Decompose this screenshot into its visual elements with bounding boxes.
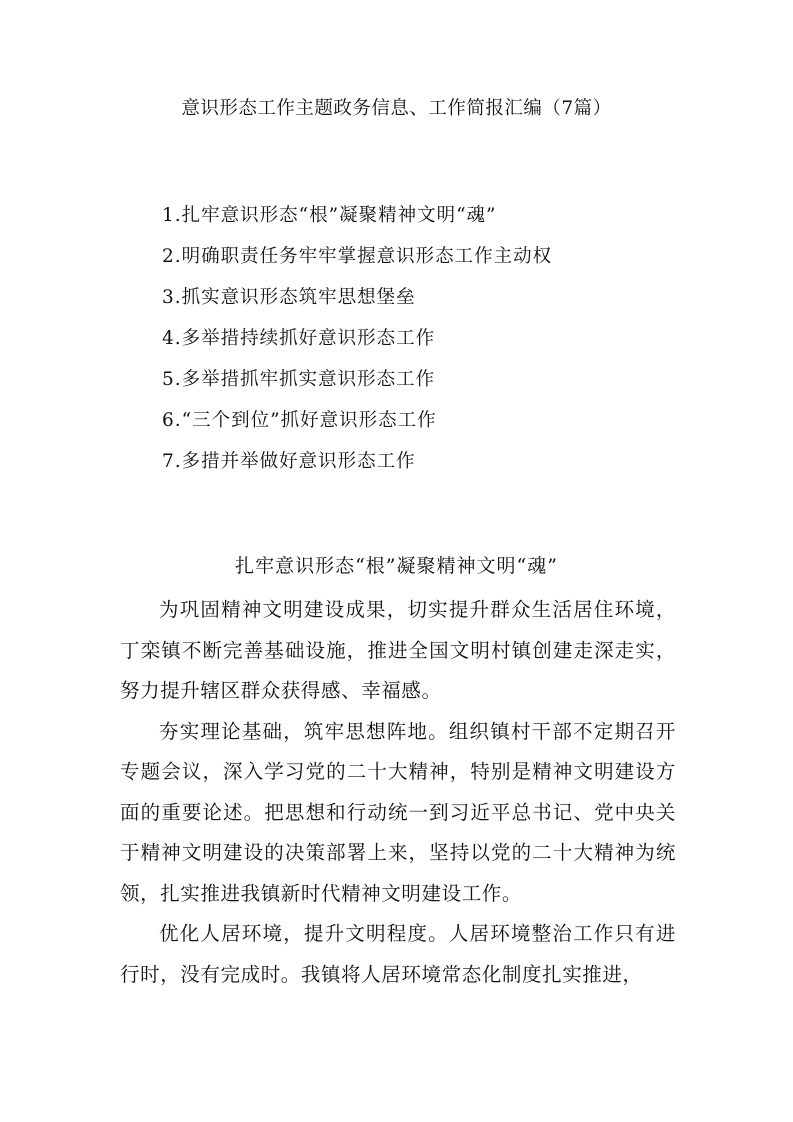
toc-item: 6.“三个到位”抓好意识形态工作 — [162, 410, 437, 431]
body-paragraph: 优化人居环境，提升文明程度。人居环境整治工作只有进行时，没有完成时。我镇将人居环境常态化制度扎实推进， — [120, 922, 676, 986]
section-title: 扎牢意识形态“根”凝聚精神文明“魂” — [235, 555, 558, 577]
toc-item: 3.抓实意识形态筑牢思想堡垒 — [162, 287, 416, 308]
toc-item: 4.多举措持续抓好意识形态工作 — [162, 328, 436, 349]
toc-item: 2.明确职责任务牢牢掌握意识形态工作主动权 — [162, 246, 553, 267]
document-title: 意识形态工作主题政务信息、工作简报汇编（7篇） — [181, 98, 612, 119]
table-of-contents — [162, 195, 552, 482]
toc-item: 7.多措并举做好意识形态工作 — [162, 451, 416, 472]
body-paragraph: 夯实理论基础，筑牢思想阵地。组织镇村干部不定期召开专题会议，深入学习党的二十大精神，特别是精神文明建设方面的重要论述。把思想和行动统一到习近平总书记、党中央关于精神文明建设的决策部署上来，坚持以党的二十大精神为统领，扎实推进我镇新时代精神文明建设工作。 — [120, 719, 676, 905]
toc-item: 5.多举措抓牢抓实意识形态工作 — [162, 369, 436, 390]
toc-item: 1.扎牢意识形态“根”凝聚精神文明“魂” — [162, 205, 497, 226]
body-paragraph: 为巩固精神文明建设成果，切实提升群众生活居住环境，丁栾镇不断完善基础设施，推进全国文明村镇创建走深走实，努力提升辖区群众获得感、幸福感。 — [120, 598, 676, 702]
section-body — [120, 590, 676, 995]
